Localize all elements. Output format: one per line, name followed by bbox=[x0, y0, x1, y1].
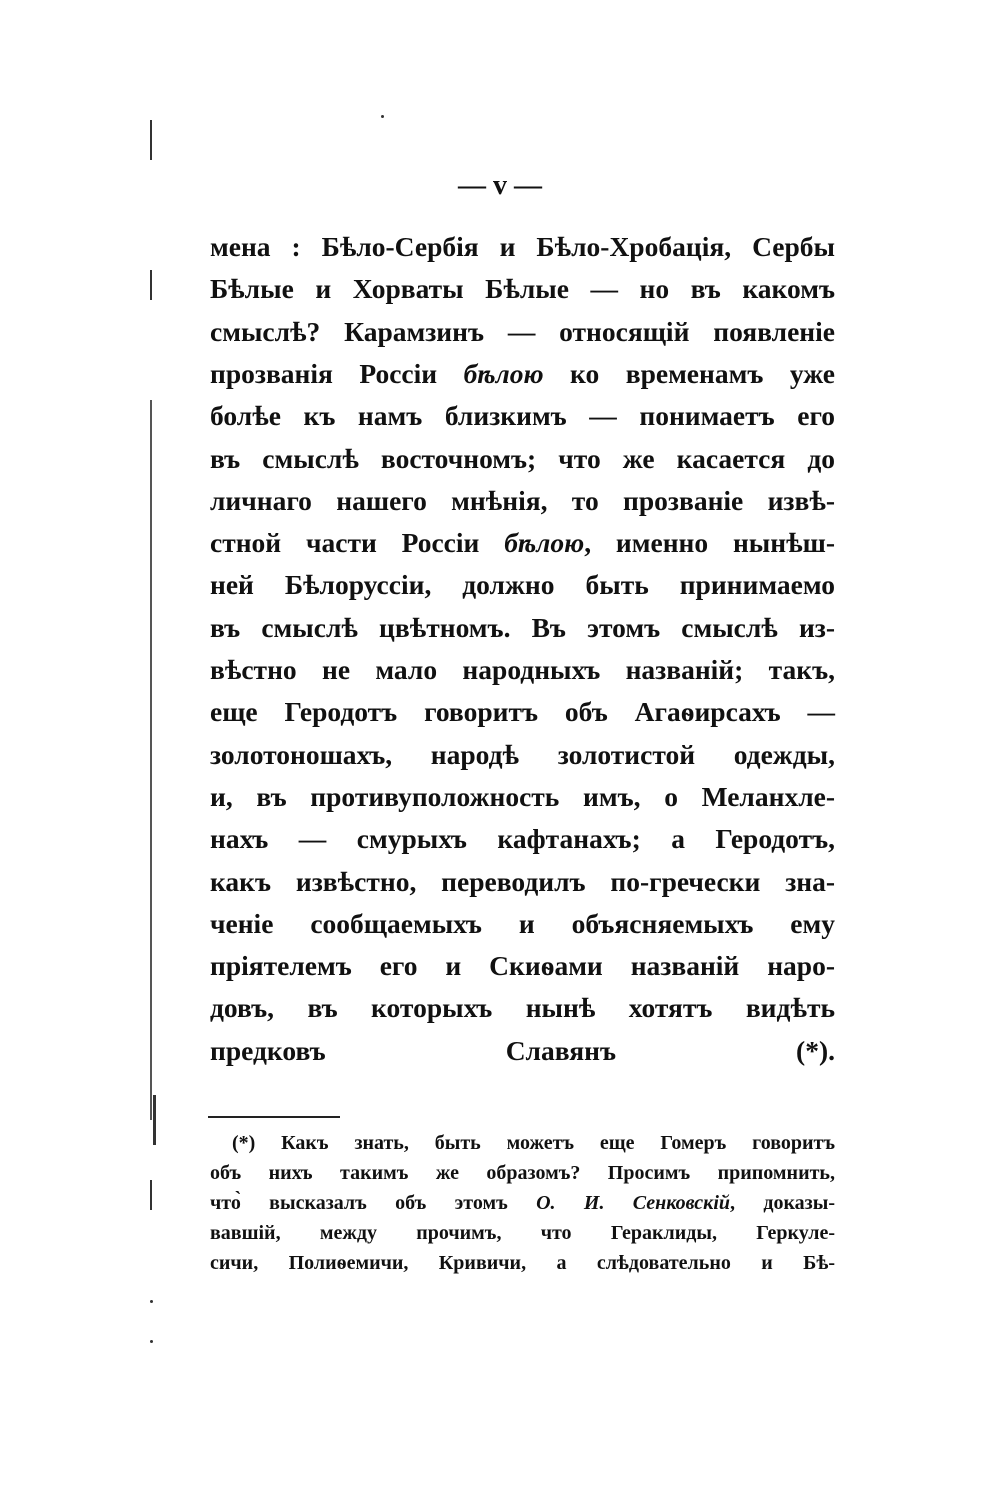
footnote-line bbox=[210, 1220, 835, 1246]
text-line bbox=[210, 231, 835, 263]
text-segment: и, въ противуположность имъ, о Меланхле- bbox=[210, 780, 835, 812]
italic-text: бѣлою bbox=[463, 357, 544, 389]
text-segment: прозванія Россіи bbox=[210, 357, 464, 389]
text-line bbox=[210, 696, 835, 728]
text-segment: объ нихъ такимъ же образомъ? Просимъ припомнить, bbox=[210, 1162, 835, 1184]
text-line bbox=[210, 527, 835, 559]
text-segment: вавшій, между прочимъ, что Гераклиды, Геркуле- bbox=[210, 1222, 835, 1244]
text-segment: еще Геродотъ говоритъ объ Агаѳирсахъ — bbox=[210, 696, 835, 728]
text-segment: предковъ Славянъ (*). bbox=[210, 1034, 835, 1066]
scan-speck bbox=[381, 115, 384, 118]
text-line bbox=[210, 485, 835, 517]
text-line bbox=[210, 569, 835, 601]
text-segment: болѣе къ намъ близкимъ — понимаетъ его bbox=[210, 400, 835, 432]
text-line bbox=[210, 866, 835, 898]
text-line bbox=[210, 739, 835, 771]
italic-text: О. И. Сенковскій bbox=[536, 1192, 730, 1214]
text-segment: нахъ — смурыхъ кафтанахъ; а Геродотъ, bbox=[210, 823, 835, 855]
text-segment: личнаго нашего мнѣнія, то прозваніе извѣ- bbox=[210, 484, 835, 516]
text-segment: какъ извѣстно, переводилъ по-гречески зна- bbox=[210, 865, 835, 897]
scan-margin-mark bbox=[153, 1095, 156, 1145]
text-line bbox=[210, 316, 835, 348]
text-line bbox=[210, 823, 835, 855]
text-segment: сичи, Полиѳемичи, Кривичи, а слѣдовательно и Бѣ- bbox=[210, 1252, 835, 1274]
scan-margin-mark bbox=[150, 1180, 152, 1210]
text-segment: ченіе сообщаемыхъ и объясняемыхъ ему bbox=[210, 907, 835, 939]
text-line bbox=[210, 400, 835, 432]
text-segment: , именно нынѣш- bbox=[584, 527, 835, 559]
text-segment: , доказы- bbox=[730, 1192, 835, 1214]
footnote-line bbox=[210, 1160, 835, 1186]
text-line bbox=[210, 950, 835, 982]
text-segment: ко временамъ уже bbox=[543, 357, 835, 389]
text-segment: стной части Россіи bbox=[210, 527, 505, 559]
scan-margin-mark bbox=[150, 270, 152, 300]
scan-speck bbox=[150, 1340, 153, 1343]
text-segment: мена : Бѣло-Сербія и Бѣло-Хробація, Сербы bbox=[210, 231, 835, 262]
page-number-header: — v — bbox=[458, 170, 542, 201]
text-segment: золотоношахъ, народѣ золотистой одежды, bbox=[210, 738, 835, 770]
text-segment: ней Бѣлоруссіи, должно быть принимаемо bbox=[210, 569, 835, 601]
text-segment: вѣстно не мало народныхъ названій; такъ, bbox=[210, 654, 835, 685]
text-line bbox=[210, 781, 835, 813]
text-segment: довъ, въ которыхъ нынѣ хотятъ видѣть bbox=[210, 992, 835, 1024]
text-segment: (*) Какъ знать, быть можетъ еще Гомеръ говоритъ bbox=[232, 1132, 835, 1154]
text-segment: Бѣлые и Хорваты Бѣлые — но въ какомъ bbox=[210, 273, 835, 305]
text-segment: пріятелемъ его и Скиѳами названій наро- bbox=[210, 950, 835, 982]
text-line bbox=[210, 1035, 835, 1067]
text-segment: въ смыслѣ цвѣтномъ. Въ этомъ смыслѣ из- bbox=[210, 611, 835, 643]
scan-margin-mark bbox=[150, 120, 152, 160]
text-line bbox=[210, 612, 835, 644]
text-segment: въ смыслѣ восточномъ; что же касается до bbox=[210, 442, 835, 474]
italic-text: бѣлою bbox=[504, 527, 585, 559]
scan-speck bbox=[150, 1300, 153, 1303]
text-line bbox=[210, 908, 835, 940]
text-line bbox=[210, 654, 835, 686]
text-line bbox=[210, 992, 835, 1024]
footnote-line bbox=[232, 1130, 835, 1156]
text-line bbox=[210, 273, 835, 305]
text-segment: смыслѣ? Карамзинъ — относящій появленіе bbox=[210, 315, 835, 347]
footnote-line bbox=[210, 1190, 835, 1216]
text-line bbox=[210, 443, 835, 475]
text-segment: что̀ высказалъ объ этомъ bbox=[210, 1192, 537, 1214]
scan-margin-mark bbox=[150, 400, 152, 1120]
footnote-line bbox=[210, 1250, 835, 1276]
footnote-rule bbox=[208, 1116, 340, 1118]
text-line bbox=[210, 358, 835, 390]
